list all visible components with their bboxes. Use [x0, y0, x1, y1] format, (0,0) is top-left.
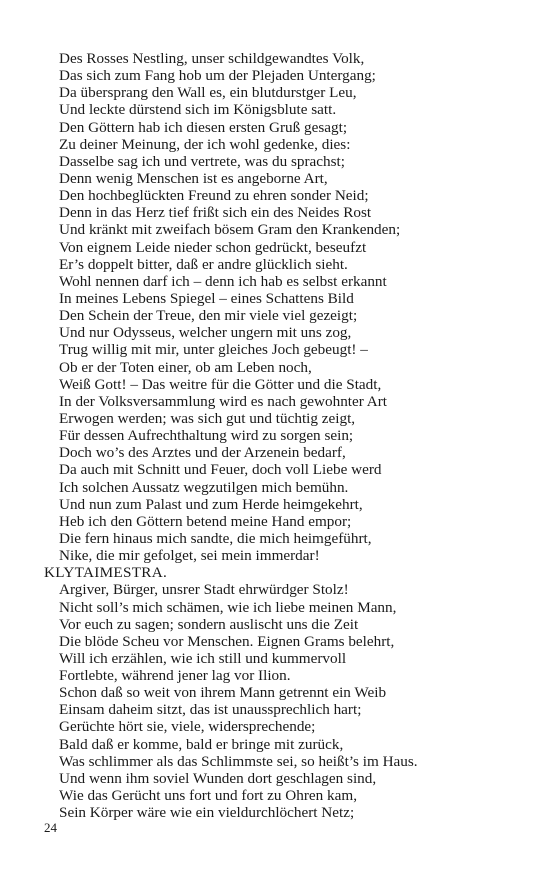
verse-line: Den Schein der Treue, den mir viele viel gezeigt; [59, 307, 358, 325]
verse-line: Für dessen Aufrechthaltung wird zu sorgen sein; [59, 427, 354, 445]
page-number: 24 [44, 820, 57, 835]
verse-line: Er’s doppelt bitter, daß er andre glücklich sieht. [59, 255, 348, 273]
verse-line: Ich solchen Aussatz wegzutilgen mich bemühn. [59, 478, 349, 496]
verse-line: Will ich erzählen, wie ich still und kummervoll [59, 649, 347, 667]
verse-line: Und nur Odysseus, welcher ungern mit uns zog, [59, 324, 352, 342]
verse-line: Dasselbe sag ich und vertrete, was du sprachst; [59, 152, 345, 170]
speaker-heading: KLYTAIMESTRA. [44, 564, 168, 582]
verse-line: In meines Lebens Spiegel – eines Schattens Bild [59, 289, 354, 307]
verse-line: Und kränkt mit zweifach bösem Gram den Krankenden; [59, 221, 401, 239]
verse-line: Trug willig mit mir, unter gleiches Joch gebeugt! – [59, 341, 368, 359]
verse-line: Das sich zum Fang hob um der Plejaden Untergang; [59, 67, 376, 85]
verse-line: Nike, die mir gefolget, sei mein immerdar! [59, 547, 320, 565]
verse-line: Wie das Gerücht uns fort und fort zu Ohren kam, [59, 787, 357, 805]
verse-line: Ob er der Toten einer, ob am Leben noch, [59, 358, 312, 376]
verse-line: Wohl nennen darf ich – denn ich hab es selbst erkannt [59, 272, 387, 290]
verse-line: Und wenn ihm soviel Wunden dort geschlagen sind, [59, 769, 377, 787]
verse-line: Denn wenig Menschen ist es angeborne Art, [59, 169, 328, 187]
verse-line: Sein Körper wäre wie ein vieldurchlöchert Netz; [59, 804, 355, 822]
verse-line: Gerüchte hört sie, viele, widersprechende; [59, 718, 316, 736]
verse-line: In der Volksversammlung wird es nach gewohnter Art [59, 392, 388, 410]
verse-line: Weiß Gott! – Das weitre für die Götter und die Stadt, [59, 375, 382, 393]
verse-line: Einsam daheim sitzt, das ist unaussprechlich hart; [59, 701, 362, 719]
verse-text-block [44, 50, 514, 821]
verse-line: Nicht soll’s mich schämen, wie ich liebe meinen Mann, [59, 598, 397, 616]
verse-line: Da auch mit Schnitt und Feuer, doch voll Liebe werd [59, 461, 382, 479]
verse-line: Argiver, Bürger, unsrer Stadt ehrwürdger Stolz! [59, 581, 349, 599]
verse-line: Vor euch zu sagen; sondern auslischt uns die Zeit [59, 615, 359, 633]
verse-line: Des Rosses Nestling, unser schildgewandtes Volk, [59, 50, 365, 67]
verse-line: Den Göttern hab ich diesen ersten Gruß gesagt; [59, 118, 348, 136]
verse-line: Was schlimmer als das Schlimmste sei, so heißt’s im Haus. [59, 752, 418, 770]
verse-line: Erwogen werden; was sich gut und tüchtig zeigt, [59, 409, 356, 427]
verse-line: Und nun zum Palast und zum Herde heimgekehrt, [59, 495, 363, 513]
verse-line: Und leckte dürstend sich im Königsblute satt. [59, 101, 337, 119]
verse-line: Zu deiner Meinung, der ich wohl gedenke, dies: [59, 135, 351, 153]
verse-line: Den hochbeglückten Freund zu ehren sonder Neid; [59, 187, 369, 205]
verse-line: Die fern hinaus mich sandte, die mich heimgeführt, [59, 529, 372, 547]
verse-line: Denn in das Herz tief frißt sich ein des Neides Rost [59, 204, 372, 222]
verse-line: Die blöde Scheu vor Menschen. Eignen Grams belehrt, [59, 632, 395, 650]
verse-line: Heb ich den Göttern betend meine Hand empor; [59, 512, 352, 530]
verse-line: Fortlebte, während jener lag vor Ilion. [59, 667, 291, 685]
verse-line: Schon daß so weit von ihrem Mann getrennt ein Weib [59, 684, 387, 702]
verse-line: Da übersprang den Wall es, ein blutdurstger Leu, [59, 84, 357, 102]
verse-line: Doch wo’s des Arztes und der Arzenein bedarf, [59, 444, 346, 462]
verse-line: Von eignem Leide nieder schon gedrückt, beseufzt [59, 238, 367, 256]
verse-line: Bald daß er komme, bald er bringe mit zurück, [59, 735, 344, 753]
